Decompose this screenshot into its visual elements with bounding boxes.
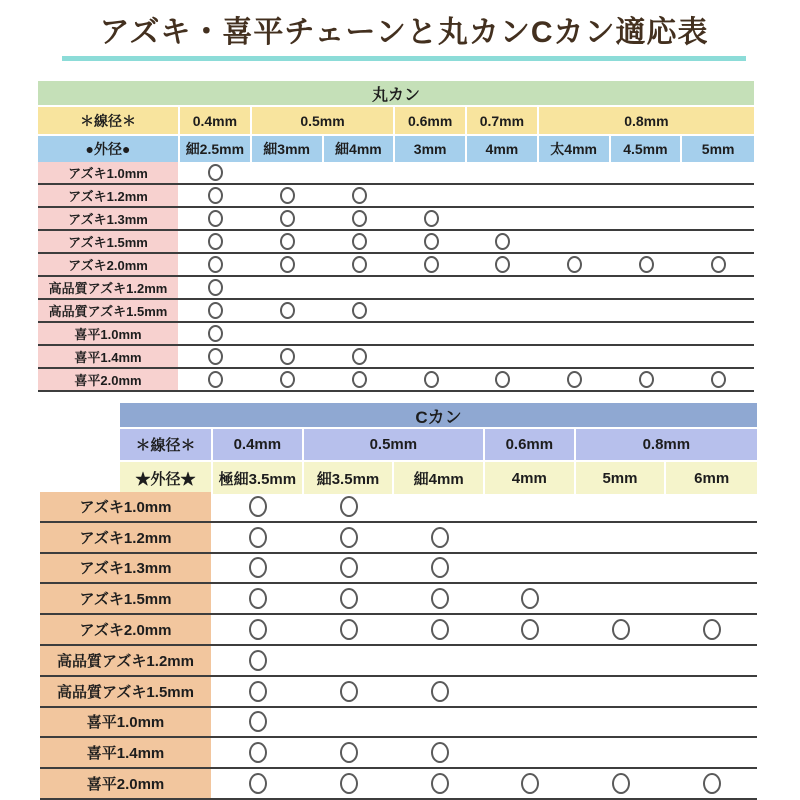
- compatibility-cell: [394, 492, 485, 521]
- wire-diameter-label: ＊線径＊: [38, 107, 180, 134]
- wire-diameter-value: 0.6mm: [395, 107, 467, 134]
- marukan-table-title: 丸カン: [38, 81, 754, 107]
- compatible-circle-icon: [208, 233, 223, 250]
- compatible-circle-icon: [340, 588, 358, 609]
- ckan-outer-diameter-row: [120, 462, 757, 494]
- compatible-circle-icon: [208, 256, 223, 273]
- outer-diameter-value: 4.5mm: [611, 136, 683, 162]
- compatibility-cell: [682, 185, 754, 206]
- compatibility-cell: [682, 323, 754, 344]
- chain-type-label: 高品質アズキ1.5mm: [40, 677, 213, 706]
- compatibility-cell: [395, 231, 467, 252]
- compatibility-cell: [467, 369, 539, 390]
- chain-type-label: アズキ1.5mm: [38, 231, 180, 252]
- compatible-circle-icon: [711, 256, 726, 273]
- outer-diameter-value: 細4mm: [394, 462, 485, 494]
- compatibility-cell: [395, 208, 467, 229]
- compatibility-cell: [252, 323, 324, 344]
- compatibility-cell: [213, 708, 304, 737]
- compatible-circle-icon: [249, 711, 267, 732]
- table-row: [40, 523, 757, 554]
- compatibility-cell: [682, 277, 754, 298]
- compatible-circle-icon: [612, 773, 630, 794]
- compatible-circle-icon: [280, 187, 295, 204]
- compatibility-cell: [682, 162, 754, 183]
- compatibility-cell: [485, 646, 576, 675]
- compatibility-cell: [576, 584, 667, 613]
- outer-diameter-value: 3mm: [395, 136, 467, 162]
- table-row: [40, 584, 757, 615]
- compatibility-cell: [576, 738, 667, 767]
- compatibility-cell: [467, 162, 539, 183]
- compatible-circle-icon: [280, 210, 295, 227]
- compatible-circle-icon: [280, 233, 295, 250]
- compatible-circle-icon: [612, 619, 630, 640]
- compatibility-cell: [576, 769, 667, 798]
- table-row: [40, 554, 757, 585]
- compatibility-cell: [467, 254, 539, 275]
- compatibility-cell: [485, 554, 576, 583]
- chain-type-label: アズキ1.0mm: [38, 162, 180, 183]
- outer-diameter-label: ●外径●: [38, 136, 180, 162]
- marukan-rows: [38, 162, 754, 392]
- chain-type-label: 喜平2.0mm: [38, 369, 180, 390]
- compatibility-cell: [485, 738, 576, 767]
- page-title: アズキ・喜平チェーンと丸カンCカン適応表: [62, 14, 746, 61]
- compatibility-cell: [394, 523, 485, 552]
- compatible-circle-icon: [703, 773, 721, 794]
- compatibility-cell: [395, 254, 467, 275]
- compatibility-cell: [394, 646, 485, 675]
- outer-diameter-label: ★外径★: [120, 462, 213, 494]
- compatibility-cell: [539, 346, 611, 367]
- chain-type-label: アズキ1.2mm: [40, 523, 213, 552]
- compatibility-cell: [539, 277, 611, 298]
- compatibility-cell: [252, 231, 324, 252]
- compatibility-cell: [324, 323, 396, 344]
- compatibility-cell: [611, 208, 683, 229]
- compatibility-cell: [485, 708, 576, 737]
- compatibility-cell: [304, 584, 395, 613]
- wire-diameter-value: 0.7mm: [467, 107, 539, 134]
- table-row: [40, 738, 757, 769]
- compatible-circle-icon: [280, 256, 295, 273]
- marukan-wire-diameter-row: [38, 107, 754, 136]
- compatible-circle-icon: [495, 233, 510, 250]
- table-row: [40, 708, 757, 739]
- compatibility-cell: [252, 346, 324, 367]
- compatibility-cell: [611, 254, 683, 275]
- compatibility-cell: [467, 185, 539, 206]
- compatible-circle-icon: [340, 619, 358, 640]
- compatibility-cell: [180, 300, 252, 321]
- compatible-circle-icon: [431, 557, 449, 578]
- compatibility-cell: [324, 162, 396, 183]
- compatible-circle-icon: [340, 773, 358, 794]
- compatibility-cell: [394, 584, 485, 613]
- compatibility-cell: [539, 323, 611, 344]
- compatibility-cell: [213, 554, 304, 583]
- compatible-circle-icon: [431, 619, 449, 640]
- compatibility-cell: [252, 277, 324, 298]
- ckan-wire-diameter-row: [120, 429, 757, 462]
- compatible-circle-icon: [431, 588, 449, 609]
- chain-type-label: 喜平1.4mm: [40, 738, 213, 767]
- compatibility-cell: [611, 231, 683, 252]
- compatibility-cell: [180, 162, 252, 183]
- compatibility-cell: [304, 615, 395, 644]
- compatibility-cell: [180, 231, 252, 252]
- compatible-circle-icon: [280, 371, 295, 388]
- wire-diameter-value: 0.5mm: [304, 429, 485, 460]
- compatibility-cell: [666, 492, 757, 521]
- compatible-circle-icon: [431, 527, 449, 548]
- compatibility-cell: [611, 346, 683, 367]
- compatibility-cell: [576, 492, 667, 521]
- compatibility-cell: [467, 323, 539, 344]
- compatibility-cell: [324, 277, 396, 298]
- compatibility-cell: [180, 254, 252, 275]
- compatibility-cell: [539, 162, 611, 183]
- compatibility-cell: [485, 492, 576, 521]
- outer-diameter-value: 細4mm: [324, 136, 396, 162]
- compatibility-cell: [180, 277, 252, 298]
- compatibility-cell: [395, 277, 467, 298]
- compatible-circle-icon: [280, 348, 295, 365]
- compatibility-cell: [539, 369, 611, 390]
- compatible-circle-icon: [208, 279, 223, 296]
- compatibility-cell: [324, 346, 396, 367]
- outer-diameter-value: 5mm: [576, 462, 667, 494]
- compatibility-cell: [539, 231, 611, 252]
- compatible-circle-icon: [208, 371, 223, 388]
- marukan-table: [38, 81, 754, 392]
- compatibility-cell: [467, 300, 539, 321]
- table-row: [38, 231, 754, 254]
- outer-diameter-value: 太4mm: [539, 136, 611, 162]
- compatible-circle-icon: [208, 210, 223, 227]
- compatibility-cell: [467, 346, 539, 367]
- compatibility-cell: [576, 554, 667, 583]
- outer-diameter-value: 5mm: [682, 136, 754, 162]
- compatibility-cell: [539, 185, 611, 206]
- compatibility-cell: [180, 185, 252, 206]
- compatibility-cell: [304, 708, 395, 737]
- chain-type-label: アズキ1.0mm: [40, 492, 213, 521]
- compatibility-cell: [576, 615, 667, 644]
- compatible-circle-icon: [567, 371, 582, 388]
- compatible-circle-icon: [352, 371, 367, 388]
- chain-type-label: アズキ2.0mm: [40, 615, 213, 644]
- compatible-circle-icon: [711, 371, 726, 388]
- compatibility-cell: [539, 300, 611, 321]
- compatibility-cell: [252, 185, 324, 206]
- compatible-circle-icon: [249, 681, 267, 702]
- compatibility-cell: [666, 646, 757, 675]
- compatibility-cell: [682, 369, 754, 390]
- compatibility-cell: [395, 185, 467, 206]
- compatibility-cell: [682, 208, 754, 229]
- compatible-circle-icon: [208, 302, 223, 319]
- compatibility-cell: [252, 208, 324, 229]
- compatible-circle-icon: [352, 256, 367, 273]
- compatible-circle-icon: [208, 187, 223, 204]
- compatible-circle-icon: [424, 233, 439, 250]
- wire-diameter-value: 0.6mm: [485, 429, 576, 460]
- compatible-circle-icon: [495, 256, 510, 273]
- chain-type-label: アズキ2.0mm: [38, 254, 180, 275]
- compatibility-cell: [485, 523, 576, 552]
- outer-diameter-value: 6mm: [666, 462, 757, 494]
- table-row: [38, 254, 754, 277]
- compatibility-cell: [252, 254, 324, 275]
- outer-diameter-value: 極細3.5mm: [213, 462, 304, 494]
- chain-type-label: 喜平1.0mm: [40, 708, 213, 737]
- table-row: [38, 162, 754, 185]
- compatibility-cell: [539, 208, 611, 229]
- compatibility-cell: [666, 554, 757, 583]
- compatibility-cell: [252, 162, 324, 183]
- compatibility-cell: [304, 769, 395, 798]
- compatibility-cell: [666, 769, 757, 798]
- compatibility-cell: [304, 523, 395, 552]
- compatibility-cell: [324, 208, 396, 229]
- table-row: [40, 492, 757, 523]
- compatible-circle-icon: [208, 325, 223, 342]
- compatibility-cell: [485, 677, 576, 706]
- compatibility-cell: [576, 708, 667, 737]
- chain-type-label: アズキ1.5mm: [40, 584, 213, 613]
- compatibility-cell: [324, 300, 396, 321]
- compatible-circle-icon: [639, 371, 654, 388]
- compatibility-cell: [682, 346, 754, 367]
- compatible-circle-icon: [249, 650, 267, 671]
- wire-diameter-label: ＊線径＊: [120, 429, 213, 460]
- ckan-rows: [40, 492, 757, 800]
- compatibility-cell: [576, 646, 667, 675]
- compatibility-cell: [395, 323, 467, 344]
- compatible-circle-icon: [340, 557, 358, 578]
- compatibility-cell: [180, 208, 252, 229]
- compatibility-cell: [394, 738, 485, 767]
- wire-diameter-value: 0.8mm: [576, 429, 757, 460]
- compatible-circle-icon: [208, 348, 223, 365]
- compatibility-cell: [213, 584, 304, 613]
- compatible-circle-icon: [352, 348, 367, 365]
- compatibility-cell: [485, 615, 576, 644]
- compatibility-cell: [539, 254, 611, 275]
- compatibility-cell: [467, 208, 539, 229]
- compatible-circle-icon: [703, 619, 721, 640]
- table-row: [38, 300, 754, 323]
- compatibility-cell: [180, 369, 252, 390]
- compatibility-cell: [304, 554, 395, 583]
- compatible-circle-icon: [249, 588, 267, 609]
- compatibility-cell: [213, 492, 304, 521]
- table-row: [38, 346, 754, 369]
- table-row: [38, 323, 754, 346]
- compatibility-cell: [180, 346, 252, 367]
- outer-diameter-value: 細3.5mm: [304, 462, 395, 494]
- marukan-outer-diameter-row: [38, 136, 754, 162]
- compatibility-cell: [213, 769, 304, 798]
- compatibility-cell: [611, 369, 683, 390]
- compatibility-cell: [467, 277, 539, 298]
- compatibility-cell: [485, 769, 576, 798]
- compatible-circle-icon: [521, 619, 539, 640]
- compatibility-cell: [324, 369, 396, 390]
- compatibility-cell: [682, 231, 754, 252]
- compatibility-cell: [395, 300, 467, 321]
- compatibility-cell: [611, 185, 683, 206]
- compatibility-cell: [576, 523, 667, 552]
- compatibility-cell: [394, 677, 485, 706]
- compatibility-cell: [395, 369, 467, 390]
- compatibility-cell: [304, 738, 395, 767]
- compatibility-cell: [682, 254, 754, 275]
- compatibility-cell: [682, 300, 754, 321]
- ckan-table-body: [40, 492, 757, 800]
- compatible-circle-icon: [249, 496, 267, 517]
- compatibility-cell: [611, 162, 683, 183]
- compatibility-cell: [394, 708, 485, 737]
- table-row: [40, 769, 757, 800]
- chain-type-label: 喜平1.0mm: [38, 323, 180, 344]
- table-row: [38, 369, 754, 392]
- compatible-circle-icon: [431, 742, 449, 763]
- wire-diameter-value: 0.5mm: [252, 107, 396, 134]
- compatible-circle-icon: [249, 557, 267, 578]
- table-row: [40, 646, 757, 677]
- compatible-circle-icon: [352, 210, 367, 227]
- compatibility-cell: [180, 323, 252, 344]
- compatible-circle-icon: [340, 496, 358, 517]
- compatible-circle-icon: [352, 302, 367, 319]
- compatible-circle-icon: [280, 302, 295, 319]
- compatibility-cell: [252, 300, 324, 321]
- table-row: [38, 277, 754, 300]
- compatibility-cell: [611, 323, 683, 344]
- outer-diameter-value: 細2.5mm: [180, 136, 252, 162]
- compatible-circle-icon: [639, 256, 654, 273]
- outer-diameter-value: 4mm: [485, 462, 576, 494]
- compatible-circle-icon: [249, 773, 267, 794]
- compatibility-cell: [395, 162, 467, 183]
- table-row: [38, 208, 754, 231]
- compatible-circle-icon: [495, 371, 510, 388]
- table-row: [40, 677, 757, 708]
- chain-type-label: 喜平1.4mm: [38, 346, 180, 367]
- compatible-circle-icon: [424, 371, 439, 388]
- compatibility-cell: [324, 185, 396, 206]
- compatibility-cell: [666, 523, 757, 552]
- ckan-table-title: Cカン: [120, 403, 757, 429]
- compatible-circle-icon: [249, 527, 267, 548]
- compatible-circle-icon: [431, 681, 449, 702]
- compatible-circle-icon: [431, 773, 449, 794]
- compatible-circle-icon: [352, 187, 367, 204]
- compatible-circle-icon: [249, 619, 267, 640]
- outer-diameter-value: 細3mm: [252, 136, 324, 162]
- compatibility-cell: [324, 231, 396, 252]
- outer-diameter-value: 4mm: [467, 136, 539, 162]
- compatible-circle-icon: [424, 210, 439, 227]
- compatibility-cell: [666, 677, 757, 706]
- compatibility-cell: [666, 738, 757, 767]
- compatibility-cell: [213, 615, 304, 644]
- compatibility-cell: [611, 300, 683, 321]
- compatibility-cell: [304, 677, 395, 706]
- compatibility-cell: [576, 677, 667, 706]
- chain-type-label: アズキ1.2mm: [38, 185, 180, 206]
- compatible-circle-icon: [340, 527, 358, 548]
- compatibility-cell: [304, 646, 395, 675]
- compatible-circle-icon: [249, 742, 267, 763]
- compatibility-cell: [394, 769, 485, 798]
- compatible-circle-icon: [340, 742, 358, 763]
- chain-type-label: 高品質アズキ1.2mm: [38, 277, 180, 298]
- compatibility-cell: [666, 615, 757, 644]
- table-row: [40, 615, 757, 646]
- compatibility-cell: [252, 369, 324, 390]
- wire-diameter-value: 0.8mm: [539, 107, 754, 134]
- compatible-circle-icon: [424, 256, 439, 273]
- compatible-circle-icon: [521, 588, 539, 609]
- compatibility-cell: [213, 738, 304, 767]
- compatibility-cell: [395, 346, 467, 367]
- compatibility-cell: [394, 615, 485, 644]
- compatible-circle-icon: [352, 233, 367, 250]
- chain-type-label: アズキ1.3mm: [40, 554, 213, 583]
- compatibility-cell: [467, 231, 539, 252]
- compatible-circle-icon: [340, 681, 358, 702]
- compatibility-cell: [213, 677, 304, 706]
- compatibility-cell: [324, 254, 396, 275]
- compatibility-cell: [666, 584, 757, 613]
- wire-diameter-value: 0.4mm: [213, 429, 304, 460]
- compatibility-cell: [394, 554, 485, 583]
- compatibility-cell: [213, 523, 304, 552]
- compatibility-cell: [485, 584, 576, 613]
- compatibility-cell: [213, 646, 304, 675]
- compatible-circle-icon: [208, 164, 223, 181]
- compatible-circle-icon: [521, 773, 539, 794]
- compatible-circle-icon: [567, 256, 582, 273]
- compatibility-cell: [304, 492, 395, 521]
- ckan-table-header: [120, 403, 757, 494]
- compatibility-cell: [666, 708, 757, 737]
- chain-type-label: 高品質アズキ1.2mm: [40, 646, 213, 675]
- chain-type-label: アズキ1.3mm: [38, 208, 180, 229]
- chain-type-label: 高品質アズキ1.5mm: [38, 300, 180, 321]
- table-row: [38, 185, 754, 208]
- compatibility-cell: [611, 277, 683, 298]
- chain-type-label: 喜平2.0mm: [40, 769, 213, 798]
- wire-diameter-value: 0.4mm: [180, 107, 252, 134]
